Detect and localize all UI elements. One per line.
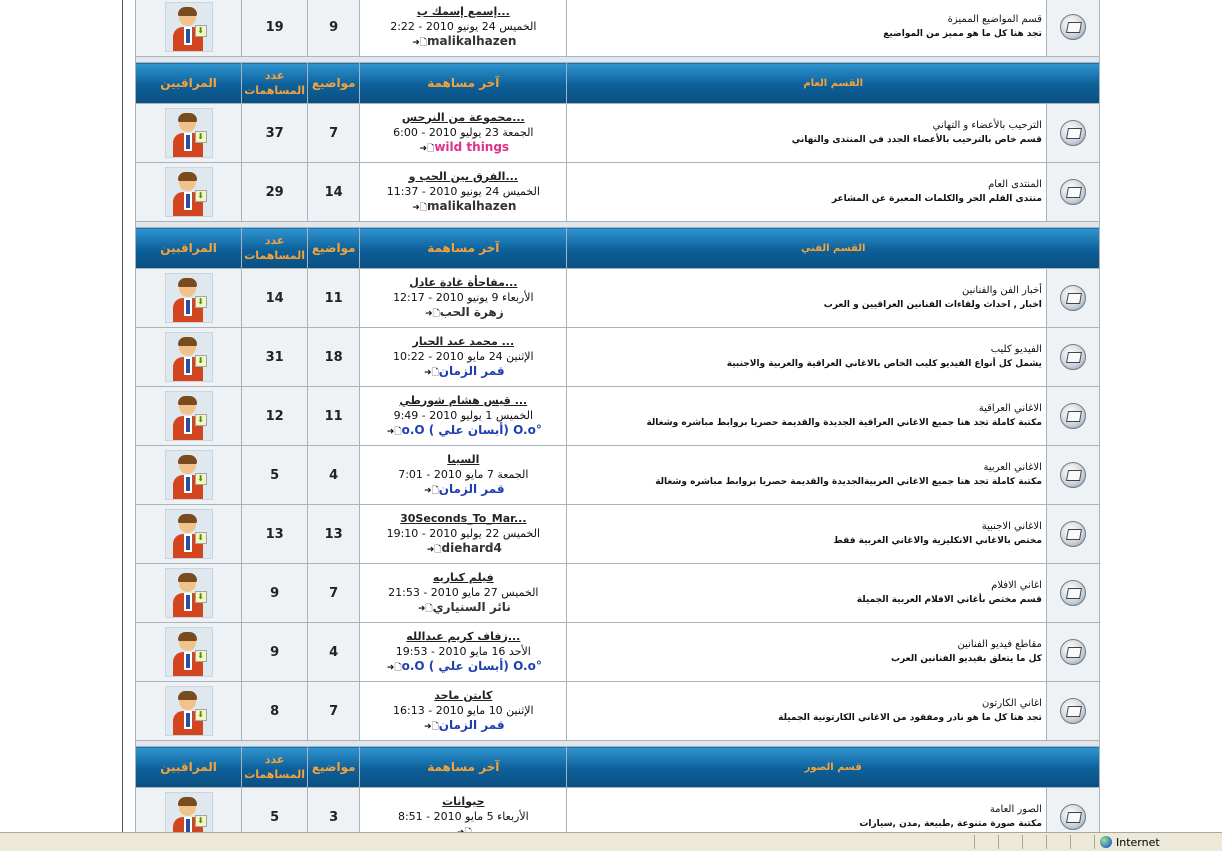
last-post-author-link[interactable]: زهرة الحب xyxy=(439,304,504,319)
last-post-author-line xyxy=(385,660,542,673)
last-post-author-line xyxy=(425,542,502,555)
forum-status-cell xyxy=(1046,163,1099,222)
forum-read-icon xyxy=(1060,521,1086,547)
forum-read-icon xyxy=(1060,639,1086,665)
newest-post-icon[interactable]: ➜🗋 xyxy=(424,721,439,732)
moderator-cell xyxy=(136,163,242,222)
forum-description: قسم مختص بأغاني الافلام العربية الجميلة xyxy=(856,595,1042,605)
last-post-cell xyxy=(360,564,567,623)
last-post-cell xyxy=(360,623,567,682)
forum-name-link[interactable]: الفيديو كليب xyxy=(990,344,1042,355)
posts-count: 12 xyxy=(242,387,308,446)
forum-read-icon xyxy=(1060,344,1086,370)
last-post-title-link[interactable]: الفرق بين الحب و... xyxy=(408,169,518,183)
forum-description: قسم خاص بالترحيب بالأعضاء الجدد في المنتدى والتهاني xyxy=(791,135,1042,145)
globe-icon xyxy=(1100,836,1112,848)
last-post-author-link[interactable]: o.O ( أبسان علي) O.o° xyxy=(401,422,542,437)
forum-row xyxy=(136,269,1100,328)
col-last-post-label: آخر مساهمة xyxy=(427,76,500,90)
posts-count: 19 xyxy=(242,0,308,57)
forum-status-cell xyxy=(1046,564,1099,623)
col-last-post-header xyxy=(360,747,567,788)
forum-row xyxy=(136,446,1100,505)
status-divider xyxy=(998,835,999,849)
last-post-author-line xyxy=(423,306,504,319)
last-post-title-link[interactable]: مفاجأة غادة عادل... xyxy=(409,275,518,289)
last-post-author-link[interactable]: wild things xyxy=(434,139,510,154)
status-divider xyxy=(974,835,975,849)
avatar-part xyxy=(178,797,197,806)
forum-description: تجد هنا كل ما هو نادر ومفقود من الاغاني الكارتونية الجميلة xyxy=(778,713,1042,723)
newest-post-icon[interactable]: ➜🗋 xyxy=(412,37,428,48)
col-last-post-header xyxy=(360,228,567,269)
forum-read-icon xyxy=(1060,580,1086,606)
posts-count: 29 xyxy=(242,163,308,222)
forum-description: مختص بالاغاني الانكليزية والاغاني الغربية فقط xyxy=(833,536,1042,546)
avatar-part xyxy=(186,194,190,208)
last-post-cell xyxy=(360,505,567,564)
avatar-part xyxy=(186,595,190,609)
last-post-title-link[interactable]: كابتن ماجد xyxy=(434,688,493,702)
topics-count: 14 xyxy=(308,163,360,222)
user-avatar-icon[interactable] xyxy=(165,108,213,158)
forum-row xyxy=(136,387,1100,446)
status-divider xyxy=(1070,835,1071,849)
last-post-author-line xyxy=(385,424,542,437)
forum-status-cell xyxy=(1046,328,1099,387)
forum-read-icon xyxy=(1060,285,1086,311)
topics-count: 3 xyxy=(308,788,360,847)
avatar-part xyxy=(186,654,190,668)
last-post-date: الخميس 22 يوليو 2010 - 19:10 xyxy=(386,526,541,540)
moderator-badge-icon: ⬇ xyxy=(195,709,207,721)
avatar-part xyxy=(178,113,197,122)
forum-name-link[interactable]: اغاني الكارتون xyxy=(982,698,1042,709)
posts-count: 31 xyxy=(242,328,308,387)
forum-info-cell xyxy=(567,0,1046,57)
user-avatar-icon[interactable] xyxy=(165,391,213,441)
col-moderators-label: المراقبين xyxy=(160,76,217,90)
forum-read-icon-page xyxy=(1066,22,1082,33)
forum-name-link[interactable]: الصور العامة xyxy=(989,804,1042,815)
avatar-part xyxy=(186,713,190,727)
posts-count: 9 xyxy=(242,623,308,682)
last-post-date: الجمعة 23 يوليو 2010 - 6:00 xyxy=(393,125,534,139)
last-post-title-link[interactable]: 30Seconds_To_Mar... xyxy=(400,511,527,525)
forum-row xyxy=(136,505,1100,564)
last-post-date: الخميس 27 مايو 2010 - 21:53 xyxy=(388,585,539,599)
forum-name-link[interactable]: قسم المواضيع المميزة xyxy=(947,14,1042,25)
forum-description: مكتبة كاملة تجد هنا جميع الاغاني العربيةالجديدة والقديمة حصريا بروابط مباشره وشغالة xyxy=(655,477,1042,487)
avatar-part xyxy=(178,7,197,16)
moderator-badge-icon: ⬇ xyxy=(195,473,207,485)
col-last-post-label: آخر مساهمة xyxy=(427,241,500,255)
moderator-badge-icon: ⬇ xyxy=(195,815,207,827)
avatar-part xyxy=(178,691,197,700)
user-avatar-icon[interactable] xyxy=(165,273,213,323)
forum-row xyxy=(136,163,1100,222)
last-post-author-link[interactable]: نائر السنياري xyxy=(432,599,511,614)
section-title[interactable] xyxy=(567,228,1100,269)
last-post-date: الخميس 24 يونيو 2010 - 11:37 xyxy=(386,184,540,198)
avatar-part xyxy=(186,135,190,149)
moderator-cell xyxy=(136,104,242,163)
last-post-title-link[interactable]: زفاف كريم عبدالله... xyxy=(406,629,521,643)
moderator-cell xyxy=(136,0,242,57)
last-post-date: الأحد 16 مايو 2010 - 19:53 xyxy=(395,644,531,658)
col-moderators-header xyxy=(136,747,242,788)
forum-row xyxy=(136,328,1100,387)
forum-read-icon xyxy=(1060,462,1086,488)
forum-status-cell xyxy=(1046,387,1099,446)
avatar-part xyxy=(178,172,197,181)
user-avatar-icon[interactable] xyxy=(165,627,213,677)
avatar-part xyxy=(178,337,197,346)
forum-status-cell xyxy=(1046,269,1099,328)
moderator-badge-icon: ⬇ xyxy=(195,190,207,202)
col-posts-header xyxy=(242,63,308,104)
forum-name-link[interactable]: أخبار الفن والفنانين xyxy=(962,285,1042,296)
avatar-part xyxy=(186,29,190,43)
col-topics-header xyxy=(308,747,360,788)
last-post-date: الخميس 24 يونيو 2010 - 2:22 xyxy=(390,19,537,33)
last-post-cell xyxy=(360,328,567,387)
forum-name-link[interactable]: الاغاني الاجنبية xyxy=(981,521,1042,532)
last-post-author-line xyxy=(422,365,505,378)
last-post-title-link[interactable]: فيلم كباريه xyxy=(432,570,494,584)
forum-description: منتدى القلم الحر والكلمات المعبرة عن المشاعر xyxy=(831,194,1042,204)
browser-status-bar xyxy=(0,832,1222,851)
moderator-badge-icon: ⬇ xyxy=(195,532,207,544)
forum-read-icon xyxy=(1060,804,1086,830)
forum-info-cell xyxy=(567,564,1046,623)
topics-count: 18 xyxy=(308,328,360,387)
forum-description: مكتبة صورة متنوعة ,طبيعة ,مدن ,سيارات xyxy=(859,819,1042,829)
status-divider xyxy=(1046,835,1047,849)
forum-row xyxy=(136,564,1100,623)
last-post-author-line xyxy=(410,35,516,48)
col-topics-label: مواضيع xyxy=(311,241,356,255)
forum-read-icon xyxy=(1060,403,1086,429)
last-post-cell xyxy=(360,269,567,328)
last-post-cell xyxy=(360,0,567,57)
col-moderators-header xyxy=(136,63,242,104)
col-topics-label: مواضيع xyxy=(311,76,356,90)
topics-count: 4 xyxy=(308,446,360,505)
avatar-part xyxy=(178,632,197,641)
topics-count: 11 xyxy=(308,269,360,328)
forum-read-icon-page xyxy=(1066,588,1082,599)
moderator-badge-icon: ⬇ xyxy=(195,650,207,662)
forum-status-cell xyxy=(1046,505,1099,564)
forum-info-cell xyxy=(567,505,1046,564)
avatar-part xyxy=(178,396,197,405)
last-post-title-link[interactable]: قيس هشام شورطي ... xyxy=(399,393,528,407)
last-post-cell xyxy=(360,163,567,222)
forum-name-link[interactable]: الاغاني العربية xyxy=(983,462,1042,473)
moderator-badge-icon: ⬇ xyxy=(195,414,207,426)
moderator-cell xyxy=(136,446,242,505)
moderator-badge-icon: ⬇ xyxy=(195,131,207,143)
col-moderators-label: المراقبين xyxy=(160,241,217,255)
last-post-date: الأربعاء 5 مايو 2010 - 8:51 xyxy=(397,809,529,823)
newest-post-icon[interactable]: ➜🗋 xyxy=(424,485,439,496)
forum-description: تجد هنا كل ما هو مميز من المواضيع xyxy=(883,29,1042,39)
last-post-title-link[interactable]: مجموعة من النرجس... xyxy=(401,110,525,124)
forum-read-icon-page xyxy=(1066,529,1082,540)
last-post-date: الإثنين 24 مايو 2010 - 10:22 xyxy=(393,349,534,363)
section-header xyxy=(136,228,1100,269)
forum-row xyxy=(136,104,1100,163)
moderator-badge-icon: ⬇ xyxy=(195,296,207,308)
last-post-author-line xyxy=(416,601,511,614)
section-title[interactable] xyxy=(567,63,1100,104)
avatar-part xyxy=(186,300,190,314)
user-avatar-icon[interactable] xyxy=(165,568,213,618)
last-post-title-link[interactable]: محمد عبد الجبار ... xyxy=(412,334,515,348)
forum-description: يشمل كل أنواع الفيديو كليب الخاص بالاغاني العراقية والعربية والاجنبية xyxy=(726,359,1042,369)
forum-status-cell xyxy=(1046,682,1099,741)
moderator-badge-icon: ⬇ xyxy=(195,591,207,603)
newest-post-icon[interactable]: ➜🗋 xyxy=(412,202,428,213)
newest-post-icon[interactable]: ➜🗋 xyxy=(424,367,439,378)
forum-info-cell xyxy=(567,446,1046,505)
last-post-date: الخميس 1 يوليو 2010 - 9:49 xyxy=(393,408,534,422)
forum-read-icon-page xyxy=(1066,411,1082,422)
last-post-date: الجمعة 7 مايو 2010 - 7:01 xyxy=(398,467,529,481)
last-post-cell xyxy=(360,682,567,741)
last-post-title-link[interactable]: إسمع إسمك ب... xyxy=(416,4,510,18)
topics-count: 13 xyxy=(308,505,360,564)
last-post-author-line xyxy=(422,719,505,732)
forum-info-cell xyxy=(567,104,1046,163)
last-post-title-link[interactable]: السيبا xyxy=(447,452,480,466)
forum-read-icon xyxy=(1060,179,1086,205)
col-last-post-header xyxy=(360,63,567,104)
last-post-author-link[interactable]: malikalhazen xyxy=(427,198,517,213)
col-posts-label: عدد المساهمات xyxy=(244,234,306,262)
moderator-cell xyxy=(136,328,242,387)
posts-count: 5 xyxy=(242,788,308,847)
topics-count: 9 xyxy=(308,0,360,57)
last-post-author-link[interactable]: diehard4 xyxy=(441,540,502,555)
avatar-part xyxy=(186,536,190,550)
col-posts-header xyxy=(242,228,308,269)
last-post-author-link[interactable]: قمر الزمان xyxy=(438,363,505,378)
forum-name-link[interactable]: اغاني الافلام xyxy=(991,580,1042,591)
moderator-cell xyxy=(136,564,242,623)
forum-info-cell xyxy=(567,269,1046,328)
last-post-author-link[interactable]: o.O ( أبسان علي) O.o° xyxy=(401,658,542,673)
forum-description: كل ما يتعلق بفيديو الفنانين العرب xyxy=(891,654,1042,664)
user-avatar-icon[interactable] xyxy=(165,509,213,559)
section-header xyxy=(136,63,1100,104)
avatar-part xyxy=(186,418,190,432)
last-post-author-link[interactable]: قمر الزمان xyxy=(438,717,505,732)
forum-read-icon-page xyxy=(1066,470,1082,481)
last-post-cell xyxy=(360,387,567,446)
forum-status-cell xyxy=(1046,623,1099,682)
forum-read-icon-page xyxy=(1066,187,1082,198)
col-topics-header xyxy=(308,63,360,104)
forum-read-icon-page xyxy=(1066,293,1082,304)
col-posts-label: عدد المساهمات xyxy=(244,753,306,781)
forum-name-link[interactable]: المنتدى العام xyxy=(988,179,1042,190)
forum-row xyxy=(136,682,1100,741)
posts-count: 5 xyxy=(242,446,308,505)
forum-index-table xyxy=(135,0,1100,847)
forum-info-cell xyxy=(567,163,1046,222)
col-topics-header xyxy=(308,228,360,269)
topics-count: 7 xyxy=(308,564,360,623)
user-avatar-icon[interactable] xyxy=(165,332,213,382)
section-title-link[interactable]: القسم الفني xyxy=(800,242,866,254)
last-post-author-link[interactable]: malikalhazen xyxy=(427,33,517,48)
posts-count: 9 xyxy=(242,564,308,623)
user-avatar-icon[interactable] xyxy=(165,2,213,52)
newest-post-icon[interactable]: ➜🗋 xyxy=(419,143,435,154)
forum-info-cell xyxy=(567,328,1046,387)
last-post-cell xyxy=(360,446,567,505)
avatar-part xyxy=(178,278,197,287)
newest-post-icon[interactable]: ➜🗋 xyxy=(424,308,440,319)
status-divider xyxy=(1022,835,1023,849)
col-posts-header xyxy=(242,747,308,788)
moderator-cell xyxy=(136,387,242,446)
forum-read-icon xyxy=(1060,698,1086,724)
zone-label: Internet xyxy=(1116,835,1160,849)
avatar-part xyxy=(186,359,190,373)
col-moderators-label: المراقبين xyxy=(160,760,217,774)
user-avatar-icon[interactable] xyxy=(165,686,213,736)
avatar-part xyxy=(186,819,190,833)
security-zone xyxy=(1100,835,1160,849)
newest-post-icon[interactable]: ➜🗋 xyxy=(386,426,402,437)
newest-post-icon[interactable]: ➜🗋 xyxy=(386,662,402,673)
avatar-part xyxy=(178,455,197,464)
topics-count: 7 xyxy=(308,682,360,741)
status-divider xyxy=(1094,835,1095,849)
moderator-cell xyxy=(136,505,242,564)
col-posts-label: عدد المساهمات xyxy=(244,69,306,97)
forum-name-link[interactable]: الاغاني العراقية xyxy=(978,403,1042,414)
last-post-author-link[interactable]: قمر الزمان xyxy=(438,481,505,496)
forum-row xyxy=(136,0,1100,57)
forum-read-icon-page xyxy=(1066,352,1082,363)
user-avatar-icon[interactable] xyxy=(165,450,213,500)
section-title-link[interactable]: قسم الصور xyxy=(804,761,862,773)
section-title[interactable] xyxy=(567,747,1100,788)
posts-count: 37 xyxy=(242,104,308,163)
avatar-part xyxy=(186,477,190,491)
last-post-author-line xyxy=(418,141,510,154)
avatar-part xyxy=(178,514,197,523)
forum-status-cell xyxy=(1046,0,1099,57)
frame-border xyxy=(122,0,123,832)
forum-description: مكتبة كاملة تجد هنا جميع الاغاني العراقية الجديدة والقديمة حصريا بروابط مباشره وشغالة xyxy=(646,418,1042,428)
last-post-cell xyxy=(360,104,567,163)
topics-count: 4 xyxy=(308,623,360,682)
last-post-author-line xyxy=(410,200,516,213)
section-header xyxy=(136,747,1100,788)
posts-count: 13 xyxy=(242,505,308,564)
user-avatar-icon[interactable] xyxy=(165,167,213,217)
forum-name-link[interactable]: الترحيب بالأعضاء و التهاني xyxy=(932,120,1042,131)
newest-post-icon[interactable]: ➜🗋 xyxy=(426,544,442,555)
last-post-date: الأربعاء 9 يونيو 2010 - 12:17 xyxy=(393,290,534,304)
col-last-post-label: آخر مساهمة xyxy=(427,760,500,774)
forum-read-icon xyxy=(1060,14,1086,40)
forum-read-icon-page xyxy=(1066,128,1082,139)
last-post-date: الإثنين 10 مايو 2010 - 16:13 xyxy=(393,703,534,717)
forum-info-cell xyxy=(567,387,1046,446)
forum-description: اخبار , احداث ولقاءات الفنانين العراقيين و العرب xyxy=(823,300,1042,310)
topics-count: 7 xyxy=(308,104,360,163)
forum-status-cell xyxy=(1046,104,1099,163)
forum-read-icon-page xyxy=(1066,812,1082,823)
forum-info-cell xyxy=(567,682,1046,741)
posts-count: 8 xyxy=(242,682,308,741)
posts-count: 14 xyxy=(242,269,308,328)
forum-info-cell xyxy=(567,623,1046,682)
moderator-cell xyxy=(136,682,242,741)
section-title-link[interactable]: القسم العام xyxy=(803,77,864,89)
col-topics-label: مواضيع xyxy=(311,760,356,774)
forum-row xyxy=(136,623,1100,682)
moderator-cell xyxy=(136,623,242,682)
newest-post-icon[interactable]: ➜🗋 xyxy=(417,603,433,614)
moderator-cell xyxy=(136,269,242,328)
moderator-badge-icon: ⬇ xyxy=(195,25,207,37)
avatar-part xyxy=(178,573,197,582)
forum-read-icon-page xyxy=(1066,706,1082,717)
forum-status-cell xyxy=(1046,446,1099,505)
col-moderators-header xyxy=(136,228,242,269)
forum-name-link[interactable]: مقاطع فيديو الفنانين xyxy=(957,639,1042,650)
moderator-badge-icon: ⬇ xyxy=(195,355,207,367)
last-post-author-line xyxy=(422,483,505,496)
last-post-title-link[interactable]: حيوانات xyxy=(442,794,485,808)
forum-read-icon xyxy=(1060,120,1086,146)
topics-count: 11 xyxy=(308,387,360,446)
forum-read-icon-page xyxy=(1066,647,1082,658)
